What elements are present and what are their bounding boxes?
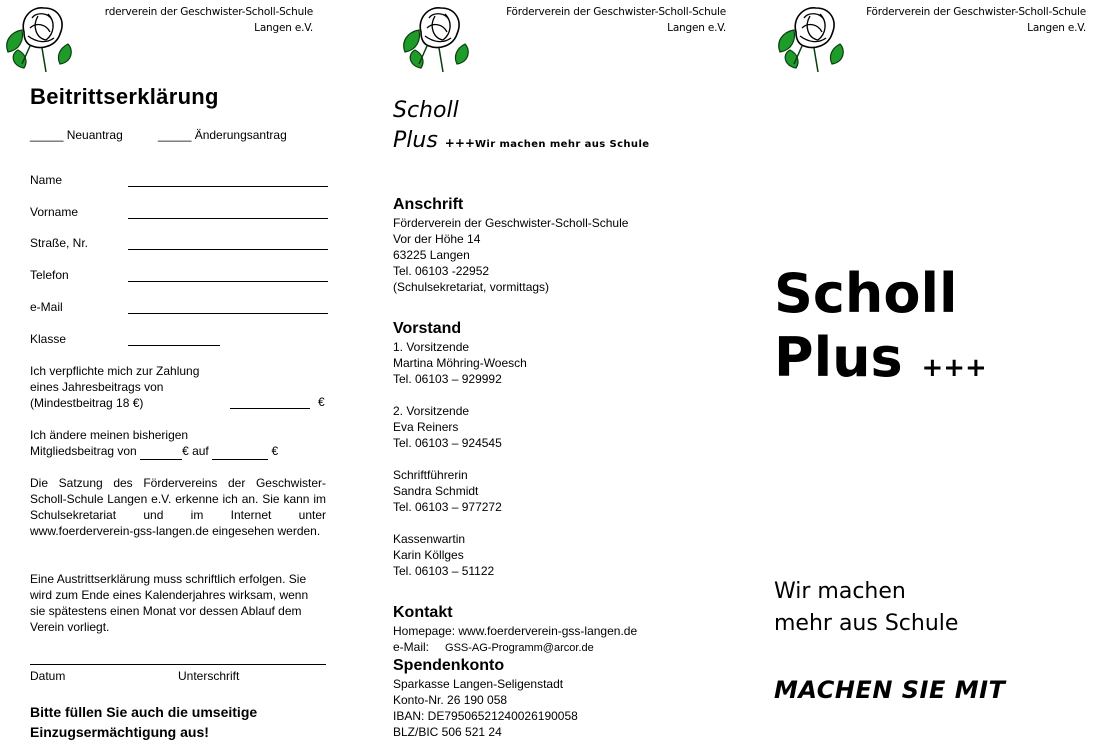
spendenkonto-text: Sparkasse Langen-Seligenstadt Konto-Nr. 26 190 058 IBAN: DE79506521240026190058 BLZ/BIC 506 521 24 [393,677,578,739]
vorstand-text: 1. Vorsitzende Martina Möhring-Woesch Tel. 06103 – 929992 2. Vorsitzende Eva Reiners Tel. 06103 – 924545 Schriftführerin Sandra Schmidt Tel. 06103 – 977272 Kassenwartin Karin Köllges Tel. 06103 – 51122 [393,340,527,578]
header-line2: Langen e.V. [1027,22,1086,34]
association-header [866,4,1086,36]
strasse-label: Straße, Nr. [30,236,89,250]
spendenkonto-heading: Spendenkonto [393,657,505,674]
austritt-paragraph: Eine Austrittserklärung muss schriftlich erfolgen. Sie wird zum Ende eines Kalenderjahres wirksam, wenn sie spätestens einen Monat vor dessen Ablauf dem Verein vorliegt. [30,572,309,634]
form-title: Beitrittserklärung [30,84,219,109]
scholl-plus-title [393,96,649,160]
rose-logo-icon [399,2,471,74]
klasse-label: Klasse [30,332,67,346]
cover-plus-line [774,326,987,400]
email-link[interactable]: GSS-AG-Programm@arcor.de [445,642,594,654]
satzung-paragraph: Die Satzung des Fördervereins der Geschwister-Scholl-Schule Langen e.V. erkenne ich an. Sie kann im Schulsekretariat und im Internet unter www.foerderverein-gss-langen.de eingesehen werden. [30,476,326,538]
aendere-line2 [30,443,330,460]
verpflichte-line1: Ich verpflichte mich zur Zahlung [30,364,200,378]
euro-sign: € [318,395,325,409]
homepage-line [393,623,723,639]
telefon-field[interactable] [128,271,328,282]
tagline: Wir machen mehr aus Schule [474,139,650,150]
header-line1: Förderverein der Geschwister-Scholl-Schule [866,6,1086,18]
cover-slogan [774,576,958,640]
euro-auf-text: € auf [182,444,209,458]
euro-sign-2: € [271,444,279,458]
info-panel [365,0,730,756]
name-field[interactable] [128,176,328,187]
email-label: e-Mail [30,300,63,314]
homepage-link[interactable]: www.foerderverein-gss-langen.de [458,624,638,638]
old-amount-field[interactable] [140,443,182,460]
vorname-label: Vorname [30,205,79,219]
unterschrift-label: Unterschrift [178,669,240,683]
verpflichte-line2: eines Jahresbeitrags von [30,380,164,394]
strasse-field[interactable] [128,239,328,250]
plus-line [393,126,649,160]
klasse-field[interactable] [128,335,220,346]
vorname-field[interactable] [128,208,328,219]
datum-label: Datum [30,669,66,683]
homepage-label: Homepage: [393,624,459,638]
anschrift-text: Förderverein der Geschwister-Scholl-Schule Vor der Höhe 14 63225 Langen Tel. 06103 -22952 (Schulsekretariat, vormittags) [393,216,629,294]
vorstand-section [393,319,723,579]
debit-note [30,702,257,742]
plus-signs: +++ [444,136,475,150]
name-label: Name [30,173,63,187]
email-field[interactable] [128,303,328,314]
jahresbeitrag-field[interactable] [230,398,310,409]
debit-note-line2: Einzugsermächtigung aus! [30,724,209,740]
mindestbeitrag-text: (Mindestbeitrag 18 €) [30,396,144,410]
header-line1: Förderverein der Geschwister-Scholl-Schule [506,6,726,18]
debit-note-line1: Bitte füllen Sie auch die umseitige [30,704,258,720]
change-paragraph [30,427,330,460]
header-line2: Langen e.V. [667,22,726,34]
mitgliedsbeitrag-von-text: Mitgliedsbeitrag von [30,444,137,458]
telefon-label: Telefon [30,268,69,282]
scholl-word: Scholl [393,98,459,123]
association-header [105,4,313,36]
cover-slogan-line1: Wir machen [774,579,906,604]
aenderungsantrag-option[interactable]: _____ Änderungsantrag [158,128,287,142]
anschrift-heading: Anschrift [393,196,464,213]
email-contact-label: e-Mail: [393,640,430,654]
plus-word: Plus [393,128,438,153]
rose-logo-icon [774,2,846,74]
cover-plus: Plus [774,326,903,389]
cover-plus-signs: +++ [921,353,987,383]
aendere-line1: Ich ändere meinen bisherigen [30,428,189,442]
header-line1: rderverein der Geschwister-Scholl-Schule [104,6,313,18]
cover-call-to-action: MACHEN SIE MIT [774,676,1006,704]
cover-panel [730,0,1096,756]
association-header [506,4,726,36]
spendenkonto-section [393,656,723,740]
signature-line[interactable] [30,664,326,665]
anschrift-section [393,195,723,295]
kontakt-heading: Kontakt [393,604,453,621]
kontakt-section [393,603,723,656]
rose-logo-icon [2,2,74,74]
cover-title [774,262,987,400]
header-line2: Langen e.V. [254,22,313,34]
email-line [393,639,723,656]
vorstand-heading: Vorstand [393,320,462,337]
neuantrag-option[interactable]: _____ Neuantrag [30,128,123,142]
cover-slogan-line2: mehr aus Schule [774,611,959,636]
cover-scholl: Scholl [774,262,958,325]
new-amount-field[interactable] [212,443,268,460]
membership-form-panel [0,0,365,756]
